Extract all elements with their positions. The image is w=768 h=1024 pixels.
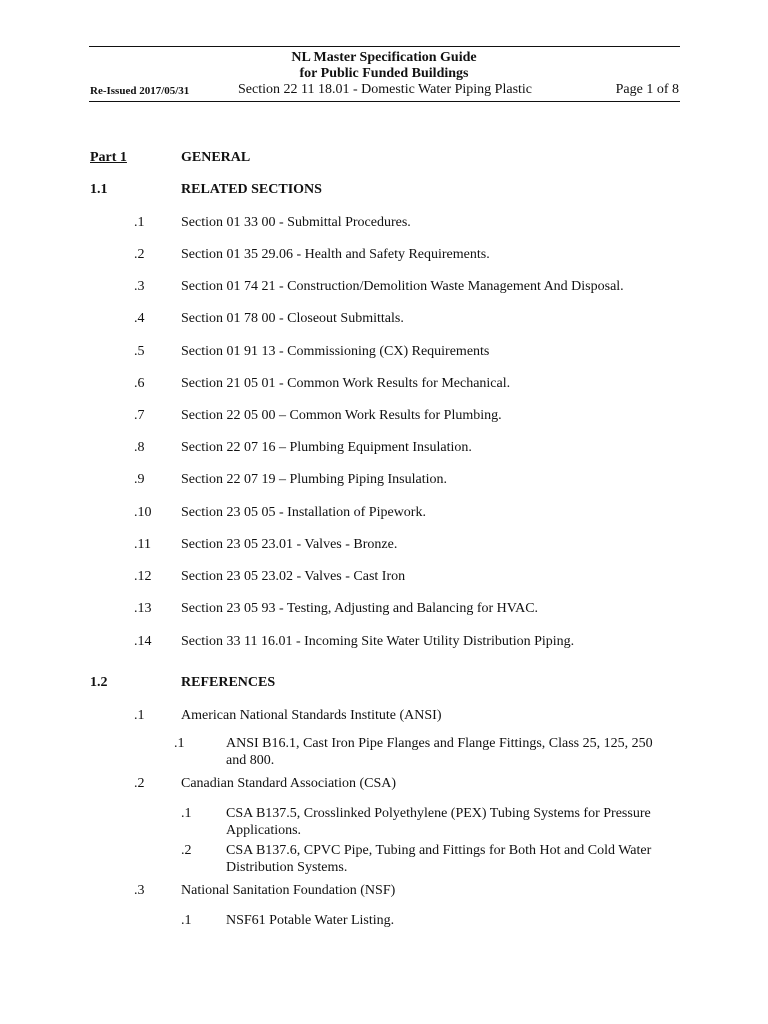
list-item-number: .5 <box>134 344 145 359</box>
list-item-number: .6 <box>134 376 145 391</box>
header-page-number: Page 1 of 8 <box>615 82 679 97</box>
sub-item-number: .1 <box>181 913 192 928</box>
list-item-number: .11 <box>134 537 151 552</box>
section-number: 1.2 <box>90 675 108 690</box>
list-item-text: Canadian Standard Association (CSA) <box>181 776 397 791</box>
header-reissued-date: Re-Issued 2017/05/31 <box>90 85 190 97</box>
list-item-number: .4 <box>134 311 145 326</box>
list-item-text: Section 01 91 13 - Commissioning (CX) Requirements <box>181 344 490 359</box>
list-item-number: .12 <box>134 569 152 584</box>
sub-item-number: .1 <box>181 806 192 821</box>
sub-item-number: .1 <box>174 736 185 751</box>
list-item-number: .2 <box>134 776 145 791</box>
list-item-text: Section 23 05 23.02 - Valves - Cast Iron <box>181 569 406 584</box>
sub-item-number: .2 <box>181 843 192 858</box>
list-item-number: .9 <box>134 472 145 487</box>
list-item-number: .1 <box>134 708 145 723</box>
sub-item-text: CSA B137.6, CPVC Pipe, Tubing and Fittings for Both Hot and Cold Water Distribution Systems. <box>226 843 652 875</box>
header-title-line1: NL Master Specification Guide <box>291 50 477 65</box>
sub-item-text: CSA B137.5, Crosslinked Polyethylene (PEX) Tubing Systems for Pressure Applications. <box>226 806 651 838</box>
list-item-text: Section 22 07 16 – Plumbing Equipment Insulation. <box>181 440 472 455</box>
header-title-line2: for Public Funded Buildings <box>299 66 469 81</box>
section-heading: RELATED SECTIONS <box>181 182 322 197</box>
list-item-number: .10 <box>134 505 152 520</box>
section-number: 1.1 <box>90 182 108 197</box>
list-item-text: Section 01 78 00 - Closeout Submittals. <box>181 311 404 326</box>
list-item-text: National Sanitation Foundation (NSF) <box>181 883 396 898</box>
part-title: GENERAL <box>181 150 251 165</box>
header-section-title: Section 22 11 18.01 - Domestic Water Piping Plastic <box>238 82 533 97</box>
list-item-text: Section 23 05 93 - Testing, Adjusting and Balancing for HVAC. <box>181 601 539 616</box>
list-item-text: American National Standards Institute (ANSI) <box>181 708 442 723</box>
header-bottom-rule <box>89 101 680 102</box>
list-item-text: Section 21 05 01 - Common Work Results for Mechanical. <box>181 376 511 391</box>
list-item-text: Section 22 05 00 – Common Work Results for Plumbing. <box>181 408 502 423</box>
list-item-text: Section 23 05 05 - Installation of Pipework. <box>181 505 426 520</box>
list-item-number: .13 <box>134 601 152 616</box>
sub-item-text: NSF61 Potable Water Listing. <box>226 913 395 928</box>
list-item-text: Section 23 05 23.01 - Valves - Bronze. <box>181 537 398 552</box>
sub-item-text: ANSI B16.1, Cast Iron Pipe Flanges and Flange Fittings, Class 25, 125, 250 and 800. <box>226 736 653 768</box>
list-item-number: .2 <box>134 247 145 262</box>
list-item-number: .14 <box>134 634 152 649</box>
list-item-number: .3 <box>134 883 145 898</box>
header-top-rule <box>89 46 680 47</box>
part-label: Part 1 <box>90 150 127 165</box>
list-item-text: Section 22 07 19 – Plumbing Piping Insulation. <box>181 472 448 487</box>
list-item-text: Section 01 33 00 - Submittal Procedures. <box>181 215 411 230</box>
list-item-text: Section 01 74 21 - Construction/Demolition Waste Management And Disposal. <box>181 279 624 294</box>
list-item-number: .7 <box>134 408 145 423</box>
list-item-number: .3 <box>134 279 145 294</box>
list-item-text: Section 33 11 16.01 - Incoming Site Water Utility Distribution Piping. <box>181 634 575 649</box>
section-heading: REFERENCES <box>181 675 276 690</box>
list-item-number: .8 <box>134 440 145 455</box>
list-item-number: .1 <box>134 215 145 230</box>
list-item-text: Section 01 35 29.06 - Health and Safety Requirements. <box>181 247 490 262</box>
